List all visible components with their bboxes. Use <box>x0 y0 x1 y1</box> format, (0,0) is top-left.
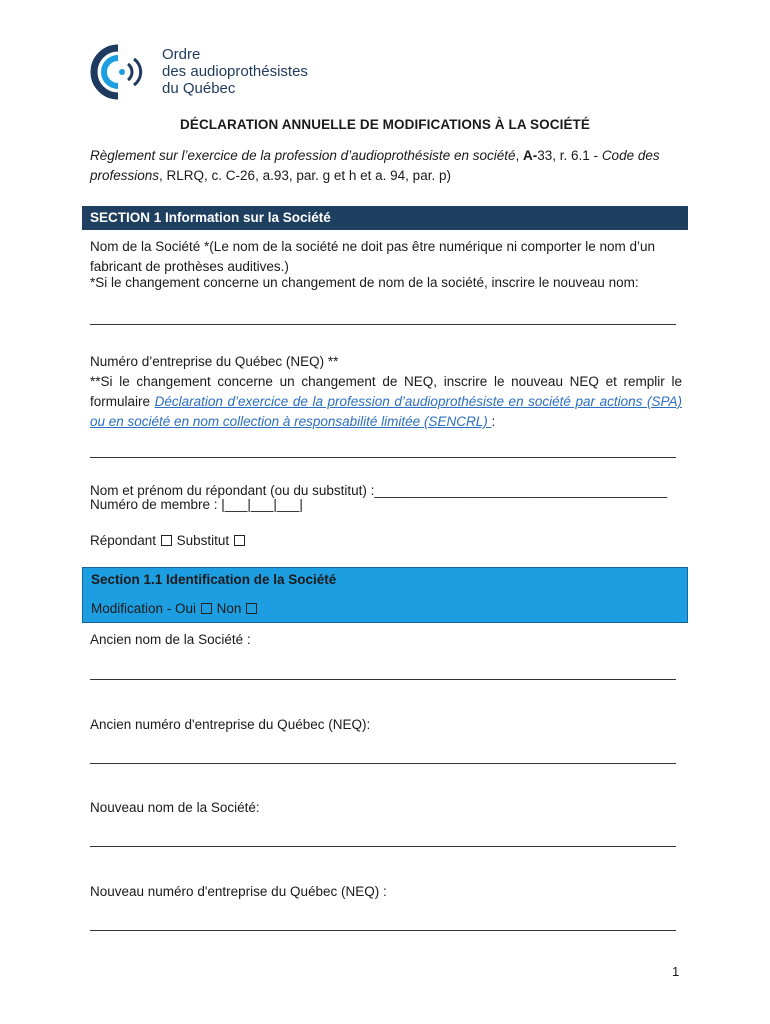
nouveau-nom-field[interactable] <box>90 846 676 847</box>
oui-checkbox[interactable] <box>201 603 212 614</box>
repondant-checkbox[interactable] <box>161 535 172 546</box>
nouveau-neq-label: Nouveau numéro d'entreprise du Québec (NEQ) : <box>90 884 387 899</box>
nouveau-neq-field[interactable] <box>90 930 676 931</box>
ordre-logo-icon <box>90 44 154 100</box>
ancien-nom-label: Ancien nom de la Société : <box>90 632 251 647</box>
reglement-reference <box>90 146 682 186</box>
ancien-neq-label: Ancien numéro d'entreprise du Québec (NEQ): <box>90 717 371 732</box>
nouveau-nom-label: Nouveau nom de la Société: <box>90 800 260 815</box>
repondant-name-label: Nom et prénom du répondant (ou du substitut) :_______________________________________ <box>90 483 668 498</box>
ancien-neq-field[interactable] <box>90 763 676 764</box>
section-1-1-title: Section 1.1 Identification de la Société <box>91 572 337 587</box>
reglement-chapter: A- <box>523 148 538 163</box>
modification-oui-label: Modification - Oui <box>91 601 197 616</box>
logo-line-2: des audioprothésistes <box>162 63 308 80</box>
neq-note <box>90 372 682 432</box>
non-checkbox[interactable] <box>246 603 257 614</box>
modification-row <box>91 601 258 616</box>
neq-label: Numéro d’entreprise du Québec (NEQ) ** <box>90 354 339 369</box>
ancien-nom-field[interactable] <box>90 679 676 680</box>
declaration-form-link[interactable]: Déclaration d’exercice de la profession d’audioprothésiste en société par actions (SPA) ou en société en nom collection à responsabilité limitée (SENCRL) <box>90 394 682 429</box>
repondant-option-label: Répondant <box>90 533 157 548</box>
nom-societe-label: Nom de la Société *(Le nom de la société ne doit pas être numérique ni comporter le nom d’un fabricant de prothèses auditives.) <box>90 239 656 274</box>
reglement-title: Règlement sur l’exercice de la profession d’audioprothésiste en société <box>90 148 516 163</box>
logo-line-1: Ordre <box>162 46 201 63</box>
ordre-logo <box>90 44 320 100</box>
page-number: 1 <box>672 964 680 979</box>
nom-societe-field[interactable] <box>90 324 676 325</box>
role-options <box>90 531 682 551</box>
section-1-header: SECTION 1 Information sur la Société <box>82 206 688 230</box>
substitut-option-label: Substitut <box>176 533 230 548</box>
modification-non-label: Non <box>216 601 242 616</box>
neq-note-colon: : <box>491 414 496 429</box>
logo-text <box>162 46 308 97</box>
logo-line-3: du Québec <box>162 80 236 97</box>
neq-note-text: **Si le changement concerne un changement de NEQ, inscrire le nouveau NEQ et remplir le formulaire <box>90 374 682 409</box>
code-des-professions: Code des professions <box>90 148 660 183</box>
nom-societe-note: *Si le changement concerne un changement de nom de la société, inscrire le nouveau nom: <box>90 275 639 290</box>
numero-membre-label: Numéro de membre : |___|___|___| <box>90 497 303 512</box>
reglement-article: 33, r. 6.1 - <box>537 148 602 163</box>
section-1-1-header-box <box>82 567 688 623</box>
neq-field[interactable] <box>90 457 676 458</box>
rlrq-reference: , RLRQ, c. C-26, a.93, par. g et h et a. 94, par. p) <box>159 168 451 183</box>
substitut-checkbox[interactable] <box>234 535 245 546</box>
document-title: DÉCLARATION ANNUELLE DE MODIFICATIONS À LA SOCIÉTÉ <box>180 117 590 132</box>
reglement-sep: , <box>515 148 524 163</box>
